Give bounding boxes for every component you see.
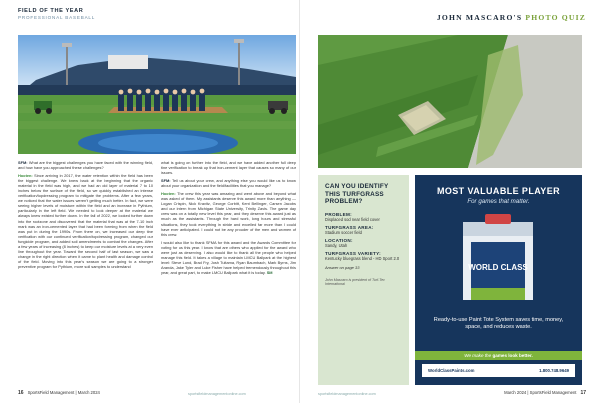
quiz-problem-value: Displaced sod near field cover	[325, 216, 380, 222]
quiz-credit: John Mascaro is president of Turf-Tec International	[325, 277, 385, 287]
quiz-location-value: Sandy, Utah	[325, 242, 348, 248]
ad-url-link[interactable]: WorldClassPaints.com	[428, 368, 475, 373]
quiz-variety-value: Kentucky bluegrass blend - HD Sport 2.0	[325, 255, 400, 261]
article-column-2	[161, 160, 296, 385]
page-folio-right: March 2024 | SportsField Management 17	[504, 390, 586, 396]
qa-answer: Hooten: The crew this year was amazing and went above and beyond what was asked of them. My assistants deserve this award more than anything — Logan Crispin, Nick Kravitz, George Corbitt, Kent Bellinger, Carsen Jacobs and our intern from Michigan State University, Trinity Zavis. The game day crew was on a totally new level this year, and they deserve this award just as much as the assistants. Through the hard work, long hours and stressful situations, they took everything in stride and excelled far more than I could have ever anticipated. I could not be any prouder of the men and women of this crew.	[161, 191, 297, 237]
end-mark-icon: SM	[266, 269, 273, 275]
quiz-answer-ref: Answer on page 33	[325, 264, 360, 270]
turfgrass-problem-photo	[318, 35, 582, 168]
quiz-title: JOHN MASCARO'S PHOTO QUIZ	[436, 13, 586, 22]
ad-footer	[422, 364, 575, 377]
page-number-left: 16	[18, 390, 24, 396]
ad-body: Ready-to-use Paint Tote System saves time, money, space, and reduces waste.	[433, 317, 564, 330]
article-column-1	[18, 160, 153, 385]
paint-tote-icon	[441, 212, 556, 308]
turfgrass-problem-photo-art	[318, 35, 582, 168]
quiz-area-value: Stadium soccer field	[325, 229, 362, 235]
advertisement[interactable]	[415, 175, 582, 385]
team-field-photo	[18, 35, 296, 154]
ad-tagline: We make the games look better.	[415, 351, 582, 360]
footer-url-left: sportsfieldmanagementonline.com	[188, 392, 246, 396]
qa-question: SFM: What are the biggest challenges you have faced with the winning field, and how have you approached these challenges?	[18, 160, 153, 171]
article-body	[18, 160, 296, 385]
page-number-right: 17	[580, 390, 586, 396]
quiz-area-label: TURFGRASS AREA:	[325, 224, 374, 230]
quiz-variety-label: TURFGRASS VARIETY:	[325, 250, 382, 256]
qa-closing: I would also like to thank SFMA for this award and the Awards Committee for voting for us this year. I know that are others who applied for the award who were just as deserving. I also would like to thank all the people who helped manage this field. It takes a village to maintain LMCU Ballpark at the highest level: Steve Lund, Brad Fry, Josh Tuitama, Ryan Baumbach, Mark Byrns, Jim Aranda, Jake Tyler and Luke Fisher have helped tremendously throughout this year, and great part, to make LMCU Ballpark what it is today. SM	[161, 239, 296, 275]
section-kicker: FIELD OF THE YEAR	[18, 8, 84, 14]
ad-subtitle: For games that matter.	[467, 198, 530, 205]
ad-product-label: WORLD CLASS	[468, 263, 528, 272]
page-folio-left: 16 SportsField Management | March 2024	[18, 390, 100, 396]
ad-phone: 1.800.748.9649	[539, 368, 569, 373]
ad-title: MOST VALUABLE PLAYER	[436, 186, 560, 196]
section-subkicker: PROFESSIONAL BASEBALL	[18, 15, 96, 20]
quiz-heading: CAN YOU IDENTIFY THIS TURFGRASS PROBLEM?	[325, 183, 389, 206]
quiz-info-box	[318, 175, 409, 385]
quiz-problem-label: PROBLEM:	[325, 211, 352, 217]
team-field-photo-art	[18, 35, 296, 154]
quiz-location-label: LOCATION:	[325, 237, 353, 243]
qa-continued: what is going on further into the field, and we have added another full deep tine verification to break up that iron-cement layer that causes so many of our issues.	[161, 160, 296, 176]
qa-answer: Hooten: Since arriving in 2017, the water retention within the field has been the biggest challenge. We knew back at the beginning that the organic material in the field was high, and we had an old layer of material 7 to 10 inches below the surface of the field, so we quickly established an intense verification/topdressing program to mitigate the problems. After a few years, we noticed that the water issues weren't getting much better. In fact, we were seeing higher levels of moisture within the field and an increase in Pythium, particularly in the left field. We needed to look deeper at the material we always knew existed further down. In the fall of 2022, we looked further down into the rootzone and discovered that the material that was at the 7-10 inch mark was an iron-cemented layer that had been forming from when the field was put in during the 1990s. From there on, we increased our deep tine verification with our continued verification/topdressing program, changed our fungicide program, and added soil amendments to combat the changes. After a few years of increasing (8 inches) to keep our moisture levels at a very even line throughout the year. Toward the second half of last season, we saw a change in the right direction when it came to plant health and damage control of the field. Moving into this year's season we are going to a stronger preventive program for Pythium, more soil samples to understand	[18, 173, 153, 269]
qa-question: SFM: Tell us about your crew, and anything else you would like us to know about your organization and the field/facilities that you manage?	[161, 178, 296, 189]
footer-url-right: sportsfieldmanagementonline.com	[318, 392, 376, 396]
